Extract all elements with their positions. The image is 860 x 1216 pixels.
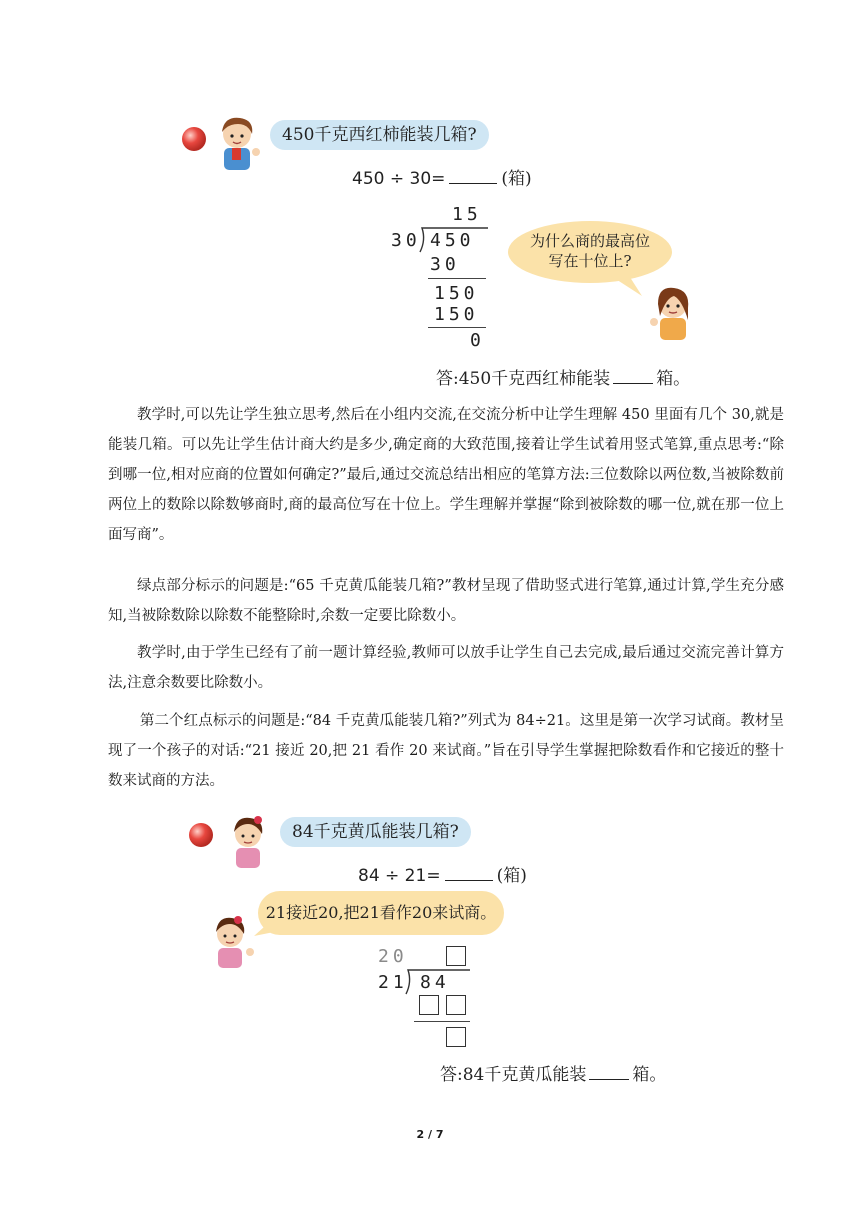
division-1-line1 xyxy=(428,278,486,279)
answer-2-prefix: 答:84千克黄瓜能装 xyxy=(440,1065,587,1085)
division-1-quotient: 15 xyxy=(452,204,482,225)
answer-1-prefix: 答:450千克西红柿能装 xyxy=(436,369,611,389)
answer-1 xyxy=(436,364,690,389)
girl-icon xyxy=(646,280,698,342)
division-1-dividend: 450 xyxy=(430,230,475,251)
equation-2-unit: (箱) xyxy=(496,866,527,886)
boy-icon xyxy=(214,112,264,172)
division-2-step-box-1[interactable] xyxy=(419,995,439,1015)
girl-question-line1: 为什么商的最高位 xyxy=(529,232,650,250)
paragraph-2: 绿点部分标示的问题是:“65 千克黄瓜能装几箱?”教材呈现了借助竖式进行笔算,通过计算,学生充分感知,当被除数除以除数不能整除时,余数一定要比除数小。 xyxy=(108,578,784,624)
red-dot-icon xyxy=(181,126,207,152)
bubble-tail xyxy=(606,272,646,300)
division-1-line2 xyxy=(428,327,486,328)
division-2-divisor: 21 xyxy=(378,972,408,993)
page-number: 2 / 7 xyxy=(416,1128,444,1141)
girl-icon xyxy=(224,810,274,870)
division-2-dividend: 84 xyxy=(420,972,450,993)
answer-2 xyxy=(440,1060,666,1085)
equation-1 xyxy=(352,164,532,189)
answer-1-blank[interactable] xyxy=(613,367,653,384)
division-2-estimate: 20 xyxy=(378,946,408,967)
paragraph-3: 教学时,由于学生已经有了前一题计算经验,教师可以放手让学生自己去完成,最后通过交流完善计算方法,注意余数要比除数小。 xyxy=(108,645,784,691)
equation-1-unit: (箱) xyxy=(501,169,532,189)
paragraph-4: 第二个红点标示的问题是:“84 千克黄瓜能装几箱?”列式为 84÷21。这里是第一次学习试商。教材呈现了一个孩子的对话:“21 接近 20,把 21 看作 20 来试商。”旨在引导学生掌握把除数看作和它接近的整十数来试商的方法。 xyxy=(108,713,784,789)
division-2-line xyxy=(414,1021,470,1022)
answer-2-suffix: 箱。 xyxy=(632,1065,667,1085)
equation-1-left: 450 ÷ 30= xyxy=(352,169,446,189)
question-bubble-1: 450千克西红柿能装几箱? xyxy=(270,120,489,150)
equation-2 xyxy=(358,861,527,886)
paragraph-1: 教学时,可以先让学生独立思考,然后在小组内交流,在交流分析中让学生理解 450 里面有几个 30,就是能装几箱。可以先让学生估计商大约是多少,确定商的大致范围,接着让学生试着用竖式笔算,重点思考:“除到哪一位,相对应商的位置如何确定?”最后,通过交流总结出相应的笔算方法:三位数除以两位数,当被除数前两位上的数除以除数够商时,商的最高位写在十位上。学生理解并掌握“除到被除数的哪一位,就在那一位上面写商”。 xyxy=(108,407,784,543)
answer-1-suffix: 箱。 xyxy=(656,369,691,389)
division-1-step1: 30 xyxy=(430,254,460,275)
question-bubble-2: 84千克黄瓜能装几箱? xyxy=(280,817,471,847)
equation-2-left: 84 ÷ 21= xyxy=(358,866,441,886)
division-1-remainder: 0 xyxy=(470,330,485,351)
red-dot-icon xyxy=(188,822,214,848)
girl-question-line2: 写在十位上? xyxy=(548,252,632,270)
division-2-step-box-2[interactable] xyxy=(446,995,466,1015)
girl-icon xyxy=(206,908,258,970)
equation-2-blank[interactable] xyxy=(445,864,493,881)
girl-question-bubble xyxy=(508,221,672,283)
division-1-step3: 150 xyxy=(434,304,479,325)
answer-2-blank[interactable] xyxy=(589,1063,629,1080)
hint-bubble: 21接近20,把21看作20来试商。 xyxy=(258,891,504,935)
division-2-quotient-box[interactable] xyxy=(446,946,466,966)
equation-1-blank[interactable] xyxy=(449,167,497,184)
division-1-step2: 150 xyxy=(434,283,479,304)
division-2-remainder-box[interactable] xyxy=(446,1027,466,1047)
division-1-divisor: 30 xyxy=(391,230,421,251)
